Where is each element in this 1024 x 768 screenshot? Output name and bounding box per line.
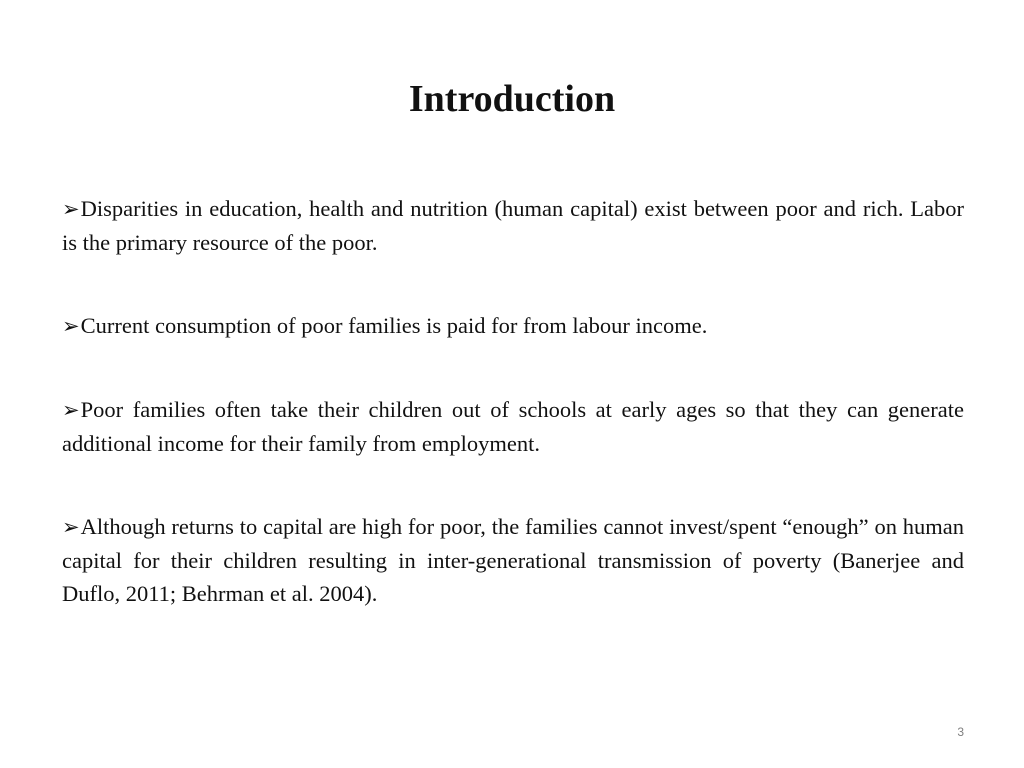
arrow-bullet-icon: ➢ bbox=[62, 398, 80, 422]
arrow-bullet-icon: ➢ bbox=[62, 197, 80, 221]
bullet-item bbox=[62, 510, 964, 610]
bullet-text: Disparities in education, health and nutrition (human capital) exist between poor and rich. Labor is the primary resource of the poor. bbox=[62, 196, 964, 255]
bullet-item bbox=[62, 309, 964, 343]
bullet-item bbox=[62, 192, 964, 259]
bullet-item bbox=[62, 393, 964, 460]
bullet-text: Poor families often take their children out of schools at early ages so that they can generate additional income for their family from employment. bbox=[62, 397, 964, 456]
bullet-text: Current consumption of poor families is paid for from labour income. bbox=[80, 313, 708, 338]
arrow-bullet-icon: ➢ bbox=[62, 515, 80, 539]
bullet-text: Although returns to capital are high for poor, the families cannot invest/spent “enough” on human capital for their children resulting in inter-generational transmission of poverty (Banerjee and Duflo, 2011; Behrman et al. 2004). bbox=[62, 514, 964, 606]
page-number: 3 bbox=[957, 725, 964, 739]
arrow-bullet-icon: ➢ bbox=[62, 314, 80, 338]
slide-title: Introduction bbox=[408, 78, 616, 120]
bullet-list bbox=[62, 192, 964, 610]
